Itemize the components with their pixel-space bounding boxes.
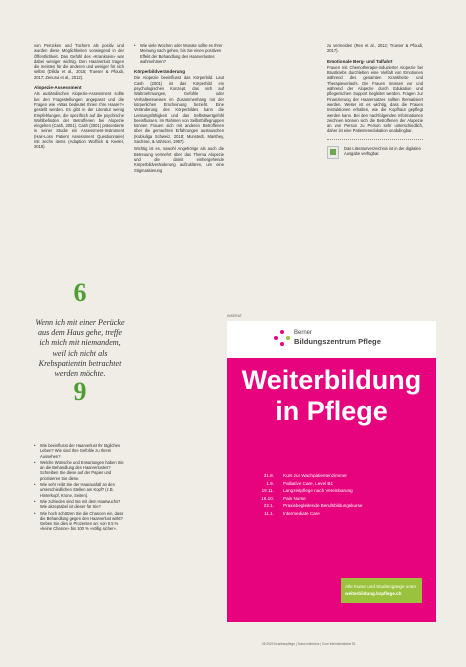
quote-text: Wenn ich mit einer Perücke aus dem Haus gehe, treffe ich mich mit niemandem, weil ich nicht als Krebspatientin betrachtet werden möchte. (35, 318, 125, 379)
quote-close-mark: 9 (73, 377, 87, 407)
list-item: • Wie viele Wochen oder Monate sollte es Ihrer Meinung nach gehen, bis Sie einen positiven Effekt der Behandlung des Haarverlustes wahrnehmen? (134, 43, 224, 64)
tablet-icon (327, 146, 339, 159)
course-title: Kurs zur Wachpatientenzimmer (283, 473, 347, 478)
ad-headline (227, 365, 436, 427)
body-text: zu vermeiden (Ren et al., 2012; Trueser & Pfoudi, 2017). (327, 43, 423, 54)
advertisement[interactable] (227, 321, 436, 622)
ad-cta-box[interactable] (341, 578, 422, 603)
left-column (34, 43, 124, 150)
course-date: 19.11. (261, 488, 274, 494)
cta-text: Alle Kurse und Studiengänge unter (345, 584, 417, 589)
course-title: Intermediate Care (283, 510, 320, 516)
list-item: • Wie sehr reibt Sie der Haarausfall an den unterschiedlichen Stellen am Kopf? (z.B. Hinterkopf, Krone, Seiten). (34, 482, 126, 498)
course-item[interactable] (227, 472, 436, 480)
section-heading-koerperbild: Körperbildveränderung (134, 69, 186, 75)
course-item[interactable] (227, 480, 436, 488)
right-column (327, 43, 423, 159)
course-item[interactable] (227, 510, 436, 518)
course-title: Langzeitpflege nach Vereinbarung (283, 488, 353, 494)
course-list (227, 472, 436, 518)
brand-name-line2: Bildungszentrum Pflege (294, 337, 381, 346)
course-title: Praxisbegleitende Berufsbildungskurse (283, 503, 363, 509)
divider (327, 139, 423, 140)
brand-name-line1: Berner (294, 330, 313, 336)
course-date: 11.1. (264, 510, 274, 516)
cta-url-link[interactable]: weiterbildung.bzpflege.ch (345, 590, 402, 596)
list-item: • Welche Wünsche und Erwartungen haben Sie an die Behandlung des Haarverlustes? Schreiben Sie diese auf der Papier und priorisieren Sie diese. (34, 460, 126, 481)
footer-text: 06 2020 Krankenpflege | Soins infirmiers | Cure infermieristiche 51 (262, 642, 356, 646)
course-item[interactable] (227, 495, 436, 503)
body-text: Die Alopezie beeinflusst das Körperbild. Laut Cash (2001) ist das Körperbild ein psychologisches Konzept, das sich auf Wahrnehmungen, Gefühle oder Verhaltensweisen im Zusammenhang mit der körperlichen Erscheinung bezieht. Eine Veränderung des Körperbildes kann die Leistungsfähigkeit und das Selbstwertgefühl beeinflussen. Im Rahmen von Selbsthilfegruppen können Frauen sich mit anderen Betroffenen über die gemachten Erfahrungen austauschen (Kubiuliga Schweiz, 2018; Munstedt, Manthey, Sachsse, & Vahrson, 1997). (134, 75, 224, 145)
ad-label: INSERAT (227, 314, 242, 318)
section-heading-emotionale: Emotionale Berg- und Talfahrt (327, 58, 393, 64)
course-title: Palliative Care, Level B1 (283, 480, 334, 486)
brand-logo-icon (274, 330, 290, 346)
question-list (34, 443, 126, 533)
body-text: von Perücken und Tüchern als positiv und wurden diese Möglichkeiten vorwiegend in der Öffentlichkeit. Das Gefühl des «Kranksein» war dabei weniger wichtig. Den Haarverlust tragen die meisten für die anderen und weniger für sich selbst (Dilida et al., 2015; Trueser & Pfoudi, 2017; Zenurui et al., 2012). (34, 43, 124, 80)
middle-column (134, 43, 224, 173)
body-text: Wichtig ist es, sowohl Angehörige als auch die Betreuung vermehrt über das Thema Alopezie und die damit einhergehende Körperbildveränderung aufzuklären, um eine Stigmatisierung (134, 146, 224, 173)
literature-note-text: Das Literaturverzeichnis ist in der digitalen Ausgabe verfügbar. (344, 145, 421, 157)
question-list (134, 43, 224, 64)
course-title: Pain Nurse (283, 495, 306, 501)
ad-brand-bar (227, 321, 436, 358)
course-date: 31.8. (263, 473, 274, 478)
list-item: • Wie hoch schätzen Sie die Chancen ein, dass die Behandlung gegen den Haarverlust wirkt? Geben Sie dies in Prozenten an: von 0.5 % «keine Chance» bis 100 % «völlig sicher». (34, 511, 126, 532)
course-item[interactable] (227, 487, 436, 495)
course-item[interactable] (227, 502, 436, 510)
body-text: Frauen mit Chemotherapie-induzierter Alopezie bei Brustkrebs durchleben eine Vielfalt von Emotionen während des gesamten Krankheits- und Therapieverlaufs. Die Frauen müssen vor und während der Alopezie durch Edukation und pflegerischen Support begleitet werden. Fragen zur Finanzierung der Haarersatzes sollten thematisiert werden. Weiter ist es wichtig, dass die Frauen Instruktionen erhalten, wie die Kopfhaut gepflegt werden kann. Bei den nachfolgenden Informationen zeichnen können sich die Betroffenen der Alopezie an von Person zu Person sehr unterschiedlich, daher ist eine Patientenedukation unabdingbar. (327, 64, 423, 134)
ad-headline-line2: in Pflege (275, 396, 388, 426)
quote-open-mark: 6 (73, 278, 87, 307)
list-item: • Wie zufrieden sind Sie mit dem Haarwuchs? Wie akzeptabel ist dieser für Sie? (34, 499, 126, 510)
section-heading-alopezie: Alopezie-Assessment (34, 85, 82, 91)
ad-headline-line1: Weiterbildung (241, 365, 422, 395)
body-text: Als ausländisches Alopezie-Assessment sollte bei den Fragestellungen angepasst und die Fragen wie «Was bedeutet Ihnen Ihre Haare?» gestellt werden. Es gibt in der Literatur wenig Empfehlungen, die spezifisch auf die psychische Wohlbefinden der Betroffenen bei Alopezie eingehen (Cash, 2001). Cash (2001) präsentierte in seiner Studie ein Assessment-Instrument (Hair-Loss Patient Assessment Questionnaire) mit sechs items (Adaption Wolfrick & Keeler, 2018). (34, 91, 124, 150)
pull-quote (34, 278, 126, 407)
list-item: • Wie beeinflusst der Haarverlust Ihr tägliches Leben? Wie sind Ihre Gefühle zu Ihrem Aussehen? (34, 443, 126, 459)
course-date: 1.9. (266, 480, 274, 486)
course-date: 18.10. (261, 495, 274, 501)
literature-note (327, 146, 423, 159)
course-date: 22.1. (263, 503, 274, 509)
